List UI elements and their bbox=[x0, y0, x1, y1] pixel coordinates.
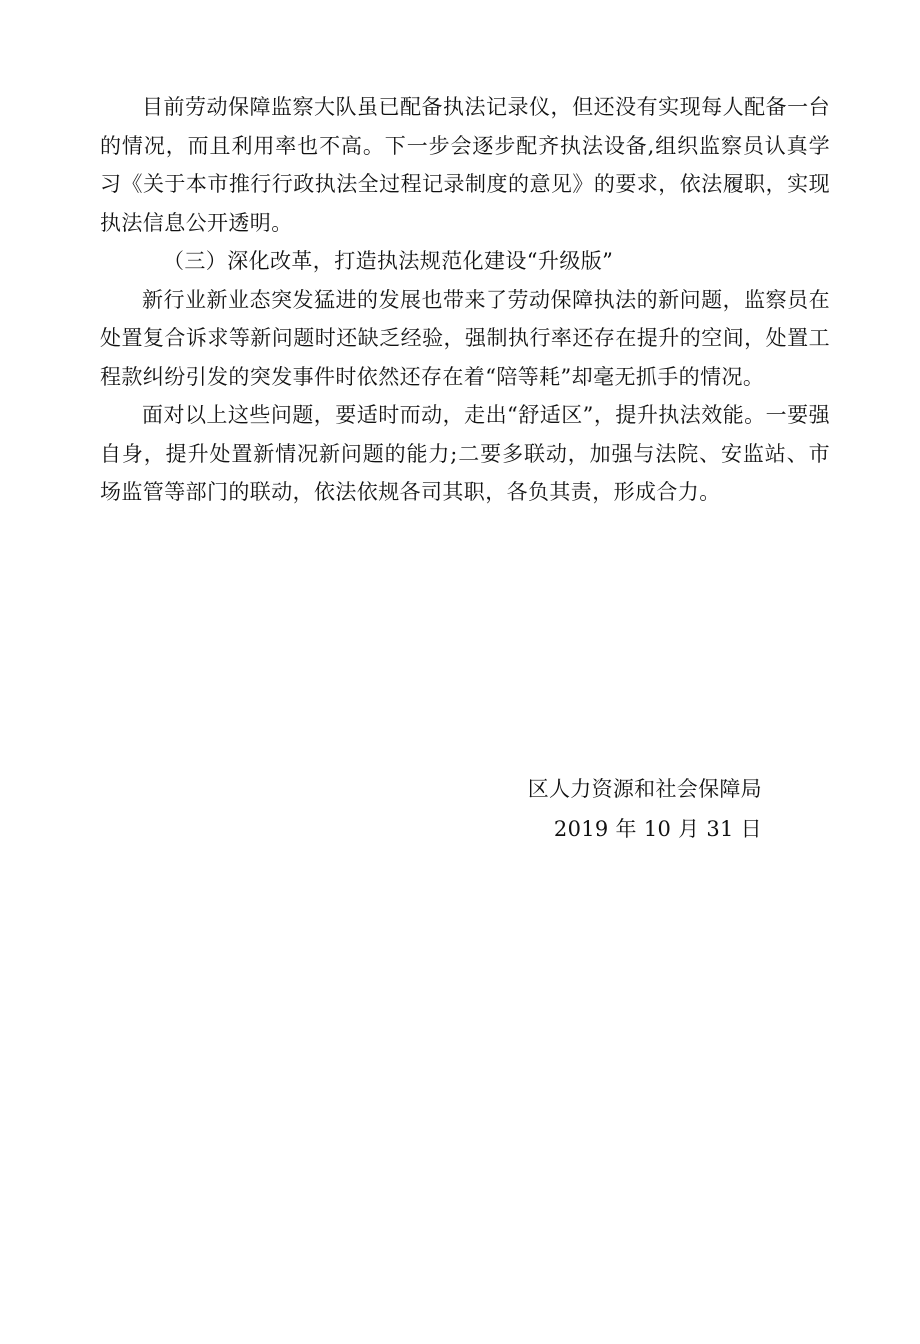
document-body bbox=[100, 88, 830, 512]
signature-date: 2019 年 10 月 31 日 bbox=[553, 817, 762, 841]
paragraph-new-problems: 新行业新业态突发猛进的发展也带来了劳动保障执法的新问题，监察员在处置复合诉求等新问题时还缺乏经验，强制执行率还存在提升的空间，处置工程款纠纷引发的突发事件时依然还存在着“陪等耗”却毫无抓手的情况。 bbox=[100, 287, 830, 389]
signature-organization: 区人力资源和社会保障局 bbox=[527, 777, 762, 801]
signature-block bbox=[528, 769, 762, 849]
section-heading-3: （三）深化改革，打造执法规范化建设“升级版” bbox=[163, 249, 614, 273]
paragraph-solutions: 面对以上这些问题，要适时而动，走出“舒适区”，提升执法效能。一要强自身，提升处置新情况新问题的能力;二要多联动，加强与法院、安监站、市场监管等部门的联动，依法依规各司其职，各负其责，形成合力。 bbox=[100, 403, 830, 504]
paragraph-enforcement-recorders: 目前劳动保障监察大队虽已配备执法记录仪，但还没有实现每人配备一台的情况，而且利用率也不高。下一步会逐步配齐执法设备,组织监察员认真学习《关于本市推行行政执法全过程记录制度的意见》的要求，依法履职，实现执法信息公开透明。 bbox=[100, 95, 830, 235]
